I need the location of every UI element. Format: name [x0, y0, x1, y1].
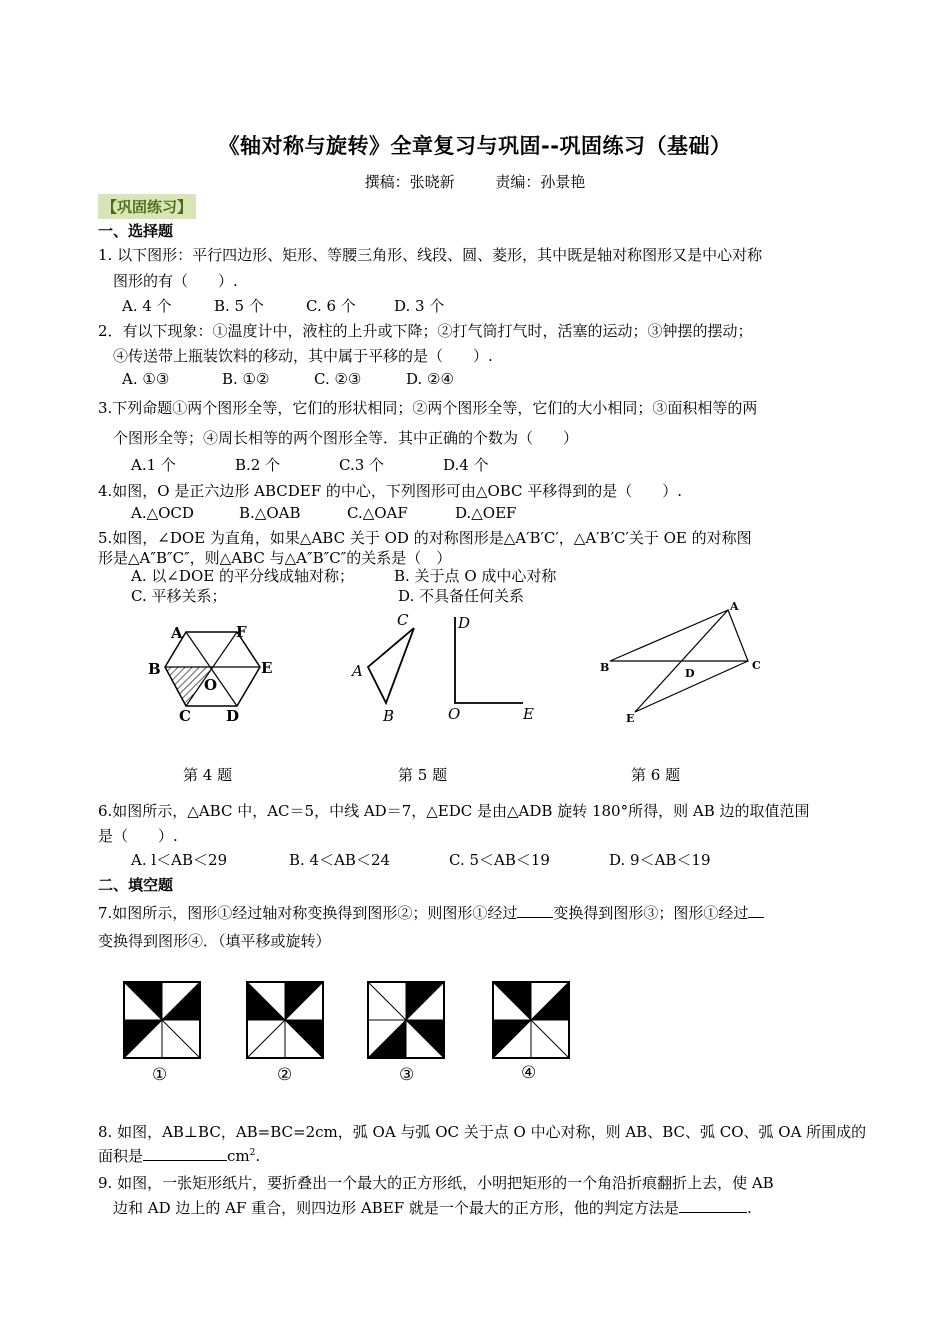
fig6-label-d: D — [685, 667, 695, 680]
q1-option-a: A. 4 个 — [122, 297, 172, 315]
q4-options — [131, 504, 516, 522]
editor: 责编：孙景艳 — [495, 173, 586, 191]
q3-option-d: D.4 个 — [443, 456, 489, 474]
q7-label-2: ② — [277, 1065, 293, 1085]
q7-label-1: ① — [152, 1065, 168, 1085]
q7-figure-2 — [241, 976, 331, 1066]
q8-text-a: 面积是 — [98, 1147, 144, 1165]
figure-6-median — [590, 595, 780, 730]
q6-option-c: C. 5＜AB＜19 — [449, 851, 550, 869]
q9-line1: 9. 如图，一张矩形纸片，要折叠出一个最大的正方形纸，小明把矩形的一个角沿折痕翻折上去，使 AB — [98, 1174, 774, 1192]
q7-label-4: ④ — [521, 1063, 537, 1083]
fig5-label-b: B — [383, 707, 395, 725]
q4-line1: 4.如图，O 是正六边形 ABCDEF 的中心，下列图形可由△OBC 平移得到的是（ ）. — [98, 482, 683, 500]
q9-blank[interactable] — [679, 1212, 747, 1213]
q1-options — [122, 295, 444, 316]
q7-label-3: ③ — [399, 1065, 415, 1085]
q4-option-b: B.△OAB — [239, 504, 301, 522]
q7-blank-1[interactable] — [517, 917, 553, 918]
q2-option-c: C. ②③ — [314, 370, 362, 388]
q1-line2: 图形的有（ ）. — [113, 272, 238, 290]
q7-figure-1 — [118, 976, 208, 1066]
hex-label-b: B — [148, 660, 161, 678]
q8-text-b: cm — [227, 1147, 250, 1165]
author-line — [0, 171, 950, 192]
q6-option-d: D. 9＜AB＜19 — [609, 851, 711, 869]
q5-option-a: A. 以∠DOE 的平分线成轴对称； — [131, 567, 354, 585]
q1-option-d: D. 3 个 — [394, 297, 445, 315]
q9-text-b: . — [746, 1199, 752, 1217]
q7-figure-4 — [487, 976, 577, 1066]
page-title: 《轴对称与旋转》全章复习与巩固--巩固练习（基础） — [218, 134, 732, 158]
figure-4-hexagon — [140, 620, 280, 728]
q4-option-d: D.△OEF — [455, 504, 517, 522]
q6-option-b: B. 4＜AB＜24 — [289, 851, 391, 869]
q3-option-b: B.2 个 — [235, 456, 281, 474]
figure-4-caption: 第 4 题 — [183, 766, 233, 784]
q6-line2: 是（ ）. — [98, 827, 178, 845]
q2-option-d: D. ②④ — [406, 370, 454, 388]
fig6-label-c: C — [752, 659, 761, 672]
figure-5-caption: 第 5 题 — [398, 766, 448, 784]
q3-line2: 个图形全等；④周长相等的两个图形全等．其中正确的个数为（ ） — [113, 429, 579, 447]
q2-option-b: B. ①② — [222, 370, 270, 388]
q9-line2 — [113, 1197, 752, 1218]
figure-6-caption: 第 6 题 — [631, 766, 681, 784]
fig5-label-o: O — [448, 705, 461, 723]
q4-option-c: C.△OAF — [347, 504, 408, 522]
q7-blank-2[interactable] — [748, 917, 764, 918]
writer: 撰稿：张晓新 — [364, 173, 455, 191]
q8-line2 — [98, 1145, 260, 1166]
fig5-label-a: A — [352, 662, 363, 680]
fig5-label-d: D — [458, 614, 471, 632]
q8-blank[interactable] — [143, 1160, 227, 1161]
figure-5-triangle-angle — [340, 605, 550, 730]
q6-line1: 6.如图所示，△ABC 中，AC＝5，中线 AD＝7，△EDC 是由△ADB 旋转 180°所得，则 AB 边的取值范围 — [98, 802, 810, 820]
q3-options — [131, 454, 489, 475]
fig6-label-e: E — [626, 712, 635, 725]
q7-line1 — [98, 902, 764, 923]
q2-line1: 2．有以下现象：①温度计中，液柱的上升或下降；②打气筒打气时，活塞的运动；③钟摆的摆动； — [98, 322, 753, 340]
q9-text-a: 边和 AD 边上的 AF 重合，则四边形 ABEF 就是一个最大的正方形，他的判定方法是 — [113, 1199, 679, 1217]
q1-option-b: B. 5 个 — [214, 297, 264, 315]
hex-label-o: O — [204, 676, 218, 694]
hex-label-e: E — [261, 659, 273, 677]
q3-line1: 3.下列命题①两个图形全等，它们的形状相同；②两个图形全等，它们的大小相同；③面积相等的两 — [98, 399, 758, 417]
fig6-lines — [610, 610, 748, 712]
q3-option-c: C.3 个 — [339, 456, 385, 474]
q6-option-a: A. l＜AB＜29 — [131, 851, 228, 869]
section-fill: 二、填空题 — [98, 876, 174, 894]
q1-line1: 1. 以下图形：平行四边形、矩形、等腰三角形、线段、圆、菱形，其中既是轴对称图形又是中心对称 — [98, 246, 763, 264]
fig6-label-b: B — [600, 661, 610, 674]
q3-option-a: A.1 个 — [131, 456, 176, 474]
hex-label-f: F — [236, 623, 247, 641]
hex-label-a: A — [171, 624, 183, 642]
q5-line1: 5.如图，∠DOE 为直角，如果△ABC 关于 OD 的对称图形是△A′B′C′，△A′B′C′关于 OE 的对称图 — [98, 529, 752, 547]
q5-option-b: B. 关于点 O 成中心对称 — [394, 567, 557, 585]
triangle-abc — [368, 628, 414, 703]
section-tag: 【巩固练习】 — [98, 194, 196, 219]
q4-option-a: A.△OCD — [131, 504, 194, 522]
q6-options — [131, 849, 711, 870]
q7-figure-3 — [362, 976, 452, 1066]
hex-label-c: C — [179, 707, 191, 725]
fig6-label-a: A — [730, 600, 739, 613]
fig5-label-e: E — [523, 705, 534, 723]
q5-option-c: C. 平移关系； — [131, 587, 227, 605]
q8-line1: 8. 如图，AB⊥BC，AB=BC=2cm，弧 OA 与弧 OC 关于点 O 中心对称，则 AB、BC、弧 CO、弧 OA 所围成的 — [98, 1123, 867, 1141]
q7-text-a: 7.如图所示，图形①经过轴对称变换得到图形②；则图形①经过 — [98, 904, 518, 922]
q5-line2: 形是△A″B″C″，则△ABC 与△A″B″C″的关系是（ ） — [98, 549, 452, 567]
q2-option-a: A. ①③ — [122, 370, 170, 388]
q7-line2: 变换得到图形④．（填平移或旋转） — [98, 932, 331, 950]
q5-option-d: D. 不具备任何关系 — [398, 587, 525, 605]
fig5-label-c: C — [397, 611, 409, 629]
q8-text-c: . — [255, 1147, 261, 1165]
section-choice: 一、选择题 — [98, 222, 174, 240]
q1-option-c: C. 6 个 — [306, 297, 356, 315]
q8-sup: 2 — [249, 1148, 256, 1158]
q2-line2: ④传送带上瓶装饮料的移动，其中属于平移的是（ ）. — [113, 347, 493, 365]
hex-label-d: D — [226, 707, 240, 725]
q2-options — [122, 370, 454, 388]
q7-text-b: 变换得到图形③；图形①经过 — [553, 904, 749, 922]
